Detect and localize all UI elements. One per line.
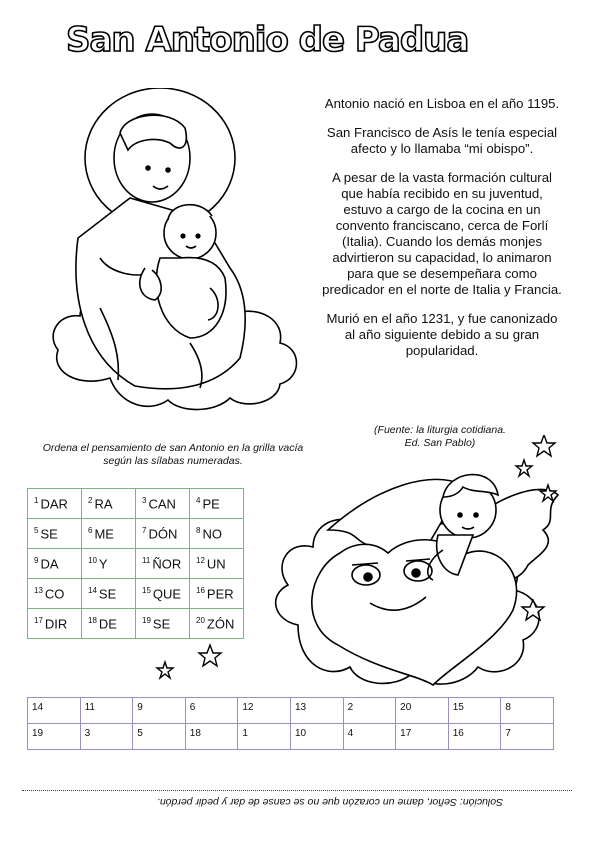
syllable-row — [28, 519, 244, 549]
syllable-cell — [28, 489, 82, 519]
answer-grid — [27, 697, 554, 750]
syllable-row — [28, 579, 244, 609]
syllable-text: ME — [94, 526, 114, 542]
answer-cell[interactable]: 8 — [501, 698, 554, 724]
syllable-cell — [190, 519, 244, 549]
syllable-number: 7 — [142, 525, 147, 535]
answer-cell[interactable]: 20 — [396, 698, 449, 724]
small-stars-decoration — [150, 640, 230, 680]
answer-cell[interactable]: 10 — [290, 724, 343, 750]
syllable-cell — [82, 579, 136, 609]
syllable-cell — [82, 519, 136, 549]
syllable-number: 2 — [88, 495, 93, 505]
syllable-cell — [28, 549, 82, 579]
syllable-number: 13 — [34, 585, 43, 595]
saint-anthony-illustration — [40, 88, 320, 418]
syllable-number: 11 — [142, 555, 151, 565]
syllable-cell — [136, 549, 190, 579]
syllable-cell — [136, 489, 190, 519]
syllable-text: DIR — [44, 616, 68, 632]
syllable-number: 19 — [142, 615, 151, 625]
biography-text — [322, 96, 562, 372]
syllable-text: SE — [98, 586, 117, 602]
answer-cell[interactable]: 18 — [185, 724, 238, 750]
answer-cell[interactable]: 7 — [501, 724, 554, 750]
syllable-number: 8 — [196, 525, 201, 535]
syllable-text: ÑOR — [152, 556, 182, 572]
answer-cell[interactable]: 12 — [238, 698, 291, 724]
syllable-cell — [136, 519, 190, 549]
source-line: Ed. San Pablo) — [404, 437, 476, 449]
syllable-text: SE — [40, 526, 58, 542]
syllable-text: PER — [206, 586, 234, 602]
syllable-number: 14 — [88, 585, 97, 595]
syllable-number: 6 — [88, 525, 93, 535]
answer-cell[interactable]: 14 — [28, 698, 81, 724]
syllable-text: QUE — [152, 586, 182, 602]
answer-cell[interactable]: 5 — [133, 724, 186, 750]
answer-row — [28, 724, 554, 750]
syllable-cell — [190, 549, 244, 579]
syllable-text: DAR — [40, 496, 68, 512]
syllable-text: UN — [206, 556, 226, 572]
answer-cell[interactable]: 15 — [448, 698, 501, 724]
cut-line — [22, 790, 572, 791]
syllable-cell — [136, 579, 190, 609]
syllable-row — [28, 609, 244, 639]
answer-cell[interactable]: 6 — [185, 698, 238, 724]
biography-paragraph: Antonio nació en Lisboa en el año 1195. — [324, 96, 560, 111]
solution-text: Solución: Señor, dame un corazón que no se canse de dar y pedir perdón. — [156, 796, 504, 808]
syllable-text: SE — [152, 616, 171, 632]
syllable-cell — [82, 489, 136, 519]
syllable-text: PE — [202, 496, 220, 512]
heart-angel-illustration — [258, 435, 588, 695]
syllable-text: DÓN — [148, 526, 178, 542]
syllable-text: Y — [98, 556, 108, 572]
syllable-number: 4 — [196, 495, 201, 505]
answer-cell[interactable]: 9 — [133, 698, 186, 724]
answer-cell[interactable]: 2 — [343, 698, 396, 724]
syllable-number: 5 — [34, 525, 39, 535]
syllable-text: DE — [98, 616, 117, 632]
answer-cell[interactable]: 11 — [80, 698, 133, 724]
answer-cell[interactable]: 17 — [396, 724, 449, 750]
syllable-cell — [28, 579, 82, 609]
syllable-number: 9 — [34, 555, 39, 565]
answer-cell[interactable]: 4 — [343, 724, 396, 750]
syllable-cell — [28, 519, 82, 549]
syllable-cell — [28, 609, 82, 639]
answer-cell[interactable]: 3 — [80, 724, 133, 750]
source-line: (Fuente: la liturgia cotidiana. — [374, 424, 506, 436]
syllable-cell — [82, 609, 136, 639]
syllable-cell — [190, 609, 244, 639]
syllable-number: 16 — [196, 585, 205, 595]
syllable-text: CAN — [148, 496, 176, 512]
syllable-number: 3 — [142, 495, 147, 505]
biography-paragraph: Murió en el año 1231, y fue canonizado al año siguiente debido a su gran popularidad. — [326, 311, 558, 358]
page-title: San Antonio de Padua — [66, 20, 469, 60]
answer-cell[interactable]: 1 — [238, 724, 291, 750]
answer-cell[interactable]: 13 — [290, 698, 343, 724]
syllable-text: CO — [44, 586, 65, 602]
biography-paragraph: A pesar de la vasta formación cultural que había recibido en su juventud, estuvo a cargo de la cocina en un convento franciscano, cerca de Forlí (Italia). Cuando los demás monjes advirtieron su capacidad, lo animaron para que se desempeñara como predicador en el norte de Italia y Francia. — [322, 170, 562, 297]
syllable-number: 18 — [88, 615, 97, 625]
syllable-number: 17 — [34, 615, 43, 625]
syllable-number: 15 — [142, 585, 151, 595]
answer-cell[interactable]: 16 — [448, 724, 501, 750]
syllable-text: ZÓN — [206, 616, 235, 632]
syllable-text: NO — [202, 526, 222, 542]
syllable-row — [28, 489, 244, 519]
syllable-cell — [82, 549, 136, 579]
syllable-number: 10 — [88, 555, 97, 565]
syllable-number: 20 — [196, 615, 205, 625]
syllable-grid — [27, 488, 244, 639]
answer-row — [28, 698, 554, 724]
syllable-row — [28, 549, 244, 579]
syllable-number: 12 — [196, 555, 205, 565]
syllable-text: DA — [40, 556, 59, 572]
syllable-cell — [190, 579, 244, 609]
syllable-text: RA — [94, 496, 113, 512]
syllable-number: 1 — [34, 495, 39, 505]
instruction-text: Ordena el pensamiento de san Antonio en la grilla vacía según las sílabas numeradas. — [42, 442, 304, 467]
answer-cell[interactable]: 19 — [28, 724, 81, 750]
syllable-cell — [190, 489, 244, 519]
biography-paragraph: San Francisco de Asís le tenía especial afecto y lo llamaba “mi obispo”. — [326, 125, 558, 156]
syllable-cell — [136, 609, 190, 639]
